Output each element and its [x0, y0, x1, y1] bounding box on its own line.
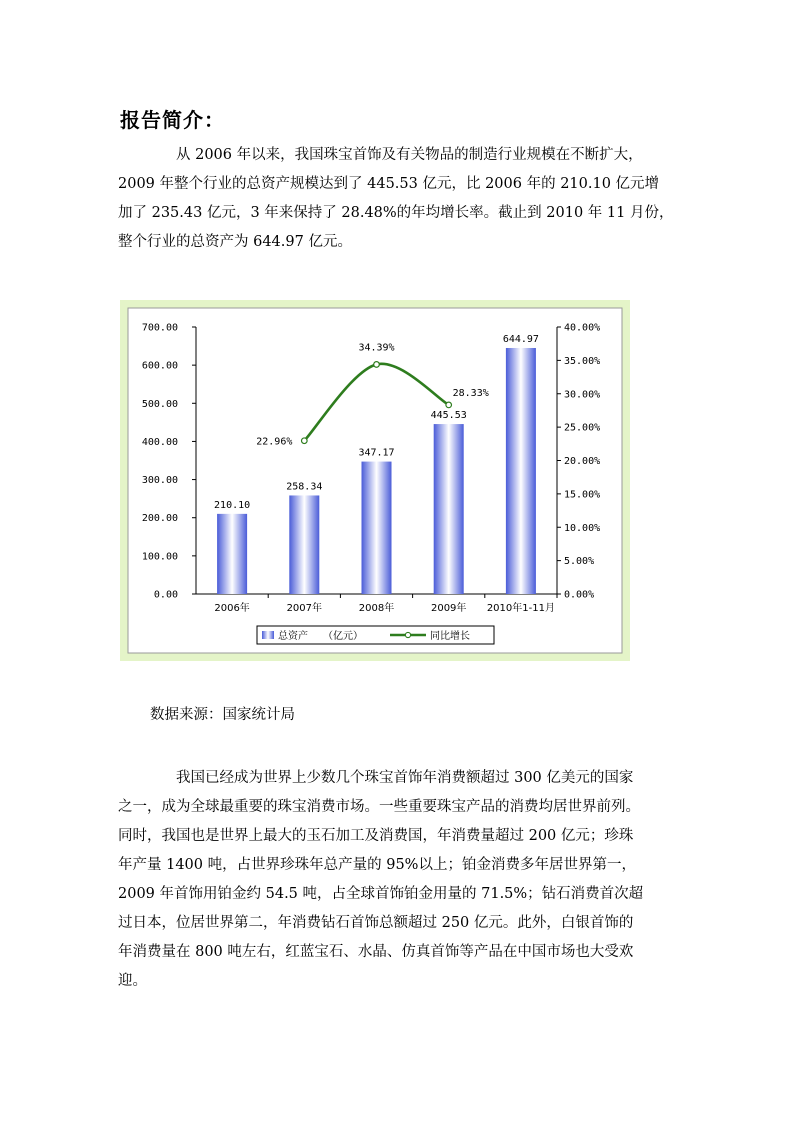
- growth-point: [446, 402, 452, 408]
- growth-point: [374, 362, 380, 368]
- x-tick-label: 2010年1-11月: [486, 603, 555, 614]
- bar-value-label: 258.34: [286, 481, 323, 493]
- paragraph-line: 同时，我国也是世界上最大的玉石加工及消费国，年消费量超过 200 亿元；珍珠: [118, 828, 634, 844]
- legend-bar-swatch: [262, 631, 274, 639]
- paragraph-line: 年消费量在 800 吨左右，红蓝宝石、水晶、仿真首饰等产品在中国市场也大受欢: [118, 944, 634, 960]
- bar: [506, 348, 536, 594]
- paragraph-line: 整个行业的总资产为 644.97 亿元。: [118, 234, 352, 250]
- x-tick-label: 2009年: [430, 603, 467, 614]
- right-tick-label: 30.00%: [564, 389, 601, 401]
- right-tick-label: 20.00%: [564, 456, 601, 467]
- paragraph-line: 过日本，位居世界第二，年消费钻石首饰总额超过 250 亿元。此外，白银首饰的: [118, 915, 634, 931]
- right-tick-label: 10.00%: [564, 522, 601, 534]
- growth-value-label: 28.33%: [452, 387, 489, 399]
- legend-line-marker: [405, 632, 410, 637]
- growth-value-label: 22.96%: [256, 436, 293, 448]
- data-source-note: 数据来源：国家统计局: [150, 707, 295, 723]
- right-tick-label: 25.00%: [564, 422, 601, 434]
- growth-point: [302, 438, 308, 444]
- right-tick-label: 40.00%: [564, 322, 601, 334]
- left-tick-label: 200.00: [141, 513, 178, 525]
- left-tick-label: 500.00: [141, 398, 178, 410]
- paragraph-line: 迎。: [118, 973, 147, 989]
- asset-growth-chart: [120, 300, 630, 661]
- growth-value-label: 34.39%: [358, 342, 395, 354]
- legend-assets-label: 总资产 （亿元）: [278, 631, 363, 642]
- bar: [289, 495, 319, 594]
- right-tick-label: 5.00%: [564, 556, 595, 568]
- right-tick-label: 15.00%: [564, 489, 601, 501]
- paragraph-line: 从 2006 年以来，我国珠宝首饰及有关物品的制造行业规模在不断扩大，: [176, 147, 643, 163]
- bar-value-label: 210.10: [214, 499, 251, 511]
- bar: [362, 462, 392, 594]
- left-tick-label: 700.00: [141, 322, 178, 334]
- bar: [217, 514, 247, 594]
- x-tick-label: 2006年: [214, 603, 250, 614]
- left-tick-label: 0.00: [153, 589, 178, 601]
- market-paragraph: [118, 764, 680, 996]
- paragraph-line: 加了 235.43 亿元，3 年来保持了 28.48%的年均增长率。截止到 2010 年 11 月份，: [118, 205, 674, 221]
- paragraph-line: 年产量 1400 吨，占世界珍珠年总产量的 95%以上；铂金消费多年居世界第一，: [118, 857, 636, 873]
- legend-growth-label: 同比增长: [430, 631, 470, 642]
- left-tick-label: 300.00: [141, 475, 178, 487]
- right-tick-label: 35.00%: [564, 355, 601, 367]
- paragraph-line: 2009 年首饰用铂金约 54.5 吨，占全球首饰铂金用量的 71.5%；钻石消费首次超: [118, 886, 644, 902]
- paragraph-line: 之一，成为全球最重要的珠宝消费市场。一些重要珠宝产品的消费均居世界前列。: [118, 799, 640, 815]
- left-tick-label: 100.00: [141, 551, 178, 563]
- x-tick-label: 2007年: [286, 603, 323, 614]
- bar-value-label: 347.17: [358, 447, 395, 459]
- right-tick-label: 0.00%: [564, 589, 595, 601]
- asset-chart-frame: [120, 300, 630, 661]
- x-tick-label: 2008年: [358, 603, 395, 614]
- chart-legend: [257, 626, 494, 644]
- intro-paragraph: [118, 141, 678, 257]
- bar-value-label: 644.97: [502, 333, 539, 345]
- paragraph-line: 2009 年整个行业的总资产规模达到了 445.53 亿元，比 2006 年的 210.10 亿元增: [118, 176, 660, 192]
- report-heading: 报告简介：: [120, 108, 225, 132]
- paragraph-line: 我国已经成为世界上少数几个珠宝首饰年消费额超过 300 亿美元的国家: [176, 770, 634, 786]
- left-tick-label: 400.00: [141, 436, 178, 448]
- bar-value-label: 445.53: [430, 410, 467, 422]
- left-tick-label: 600.00: [141, 360, 178, 372]
- bar: [434, 424, 464, 594]
